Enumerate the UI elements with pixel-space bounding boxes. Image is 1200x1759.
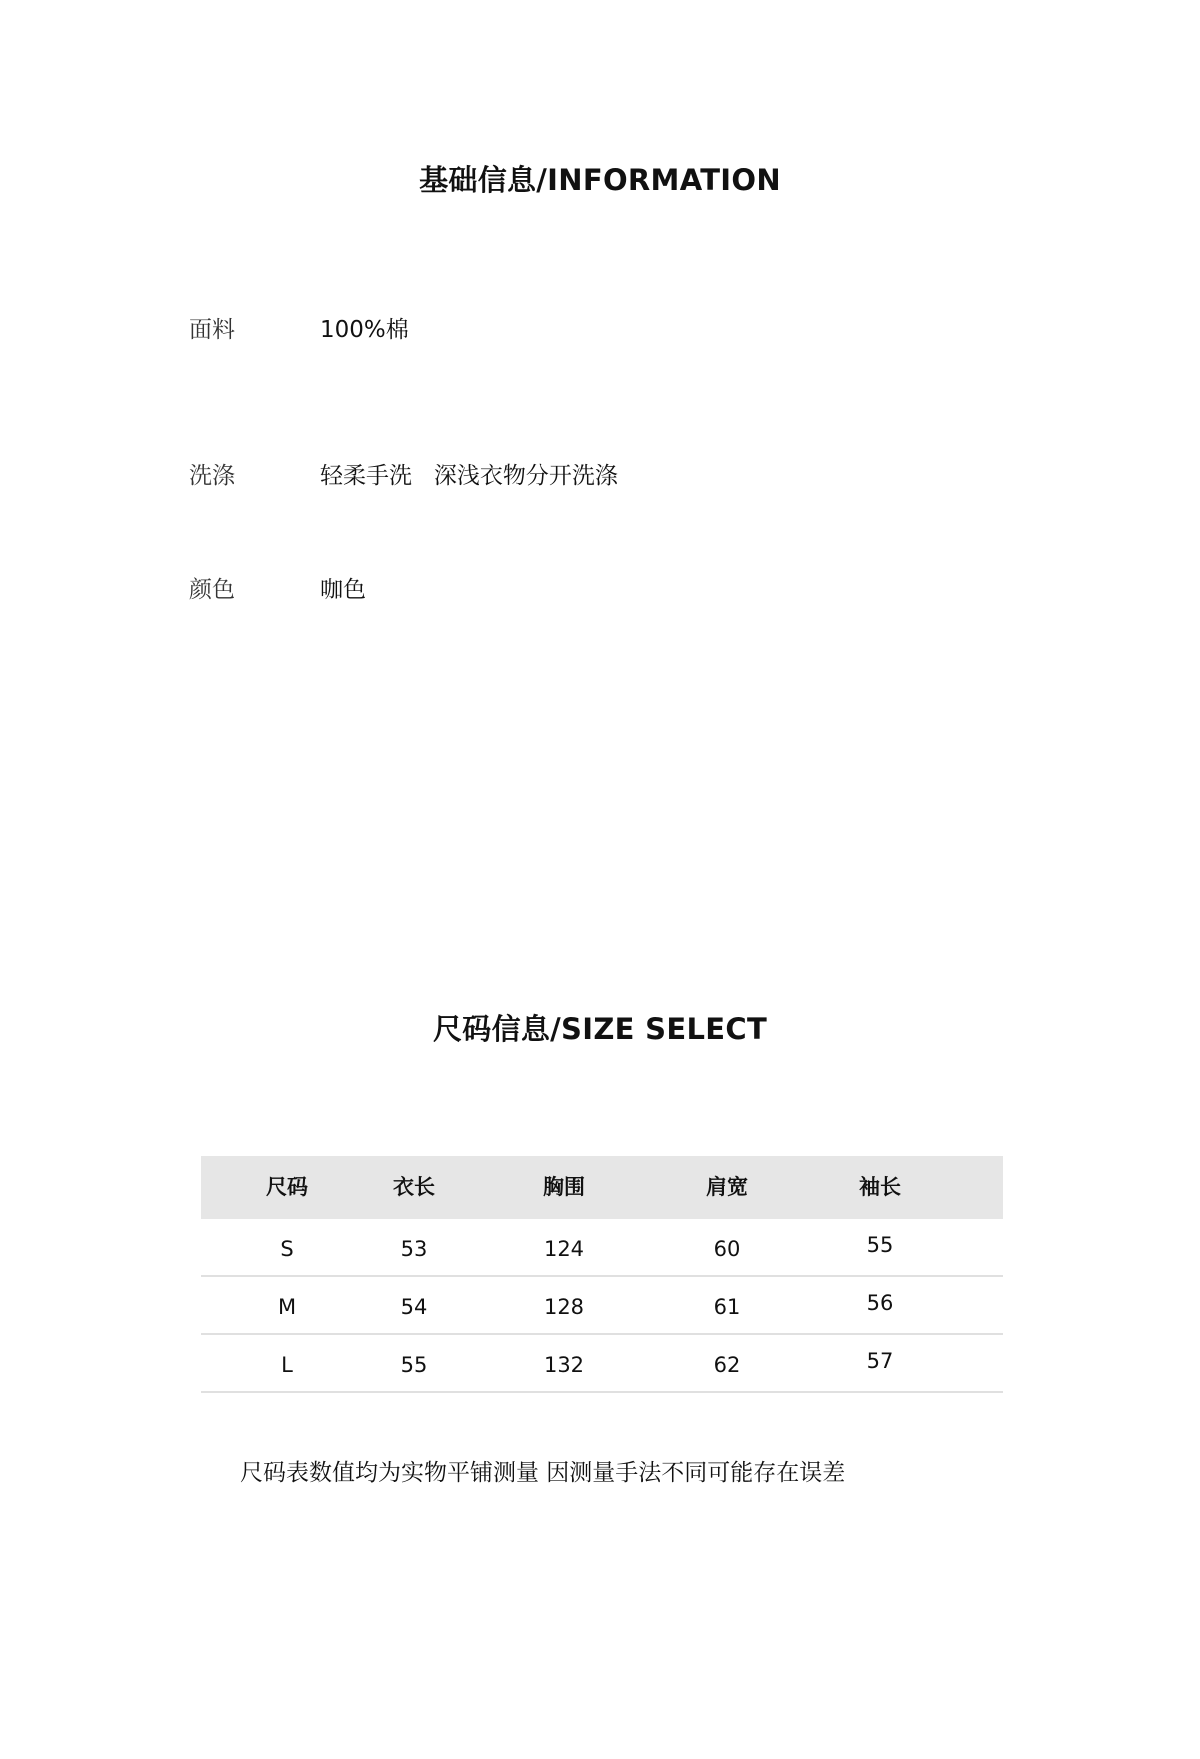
cell-size: L bbox=[281, 1353, 293, 1377]
header-shoulder: 肩宽 bbox=[706, 1175, 748, 1199]
cell-size: M bbox=[277, 1295, 297, 1319]
color-label: 颜色 bbox=[189, 577, 235, 603]
header-size: 尺码 bbox=[266, 1175, 308, 1199]
measurement-note: 尺码表数值均为实物平铺测量 因测量手法不同可能存在误差 bbox=[240, 1460, 846, 1486]
cell-chest: 128 bbox=[543, 1295, 585, 1319]
cell-sleeve: 55 bbox=[866, 1233, 894, 1257]
cell-shoulder: 62 bbox=[713, 1353, 741, 1377]
header-length: 衣长 bbox=[393, 1175, 435, 1199]
size-table bbox=[201, 1156, 1003, 1393]
cell-chest: 124 bbox=[543, 1237, 585, 1261]
table-row bbox=[201, 1277, 1003, 1335]
color-value: 咖色 bbox=[320, 577, 366, 603]
size-section-title: 尺码信息/SIZE SELECT bbox=[432, 1012, 768, 1046]
cell-sleeve: 56 bbox=[866, 1291, 894, 1315]
cell-shoulder: 60 bbox=[713, 1237, 741, 1261]
fabric-label: 面料 bbox=[189, 317, 235, 343]
cell-shoulder: 61 bbox=[713, 1295, 741, 1319]
cell-length: 53 bbox=[400, 1237, 428, 1261]
cell-length: 55 bbox=[400, 1353, 428, 1377]
cell-size: S bbox=[280, 1237, 294, 1261]
cell-length: 54 bbox=[400, 1295, 428, 1319]
info-section-title: 基础信息/INFORMATION bbox=[419, 163, 781, 197]
cell-chest: 132 bbox=[543, 1353, 585, 1377]
table-row bbox=[201, 1335, 1003, 1393]
header-sleeve: 袖长 bbox=[859, 1175, 901, 1199]
size-table-header bbox=[201, 1156, 1003, 1219]
fabric-value: 100%棉 bbox=[320, 317, 409, 343]
cell-sleeve: 57 bbox=[866, 1349, 894, 1373]
table-row bbox=[201, 1219, 1003, 1277]
header-chest: 胸围 bbox=[543, 1175, 585, 1199]
washing-value: 轻柔手洗 深浅衣物分开洗涤 bbox=[320, 463, 618, 489]
washing-label: 洗涤 bbox=[189, 463, 235, 489]
